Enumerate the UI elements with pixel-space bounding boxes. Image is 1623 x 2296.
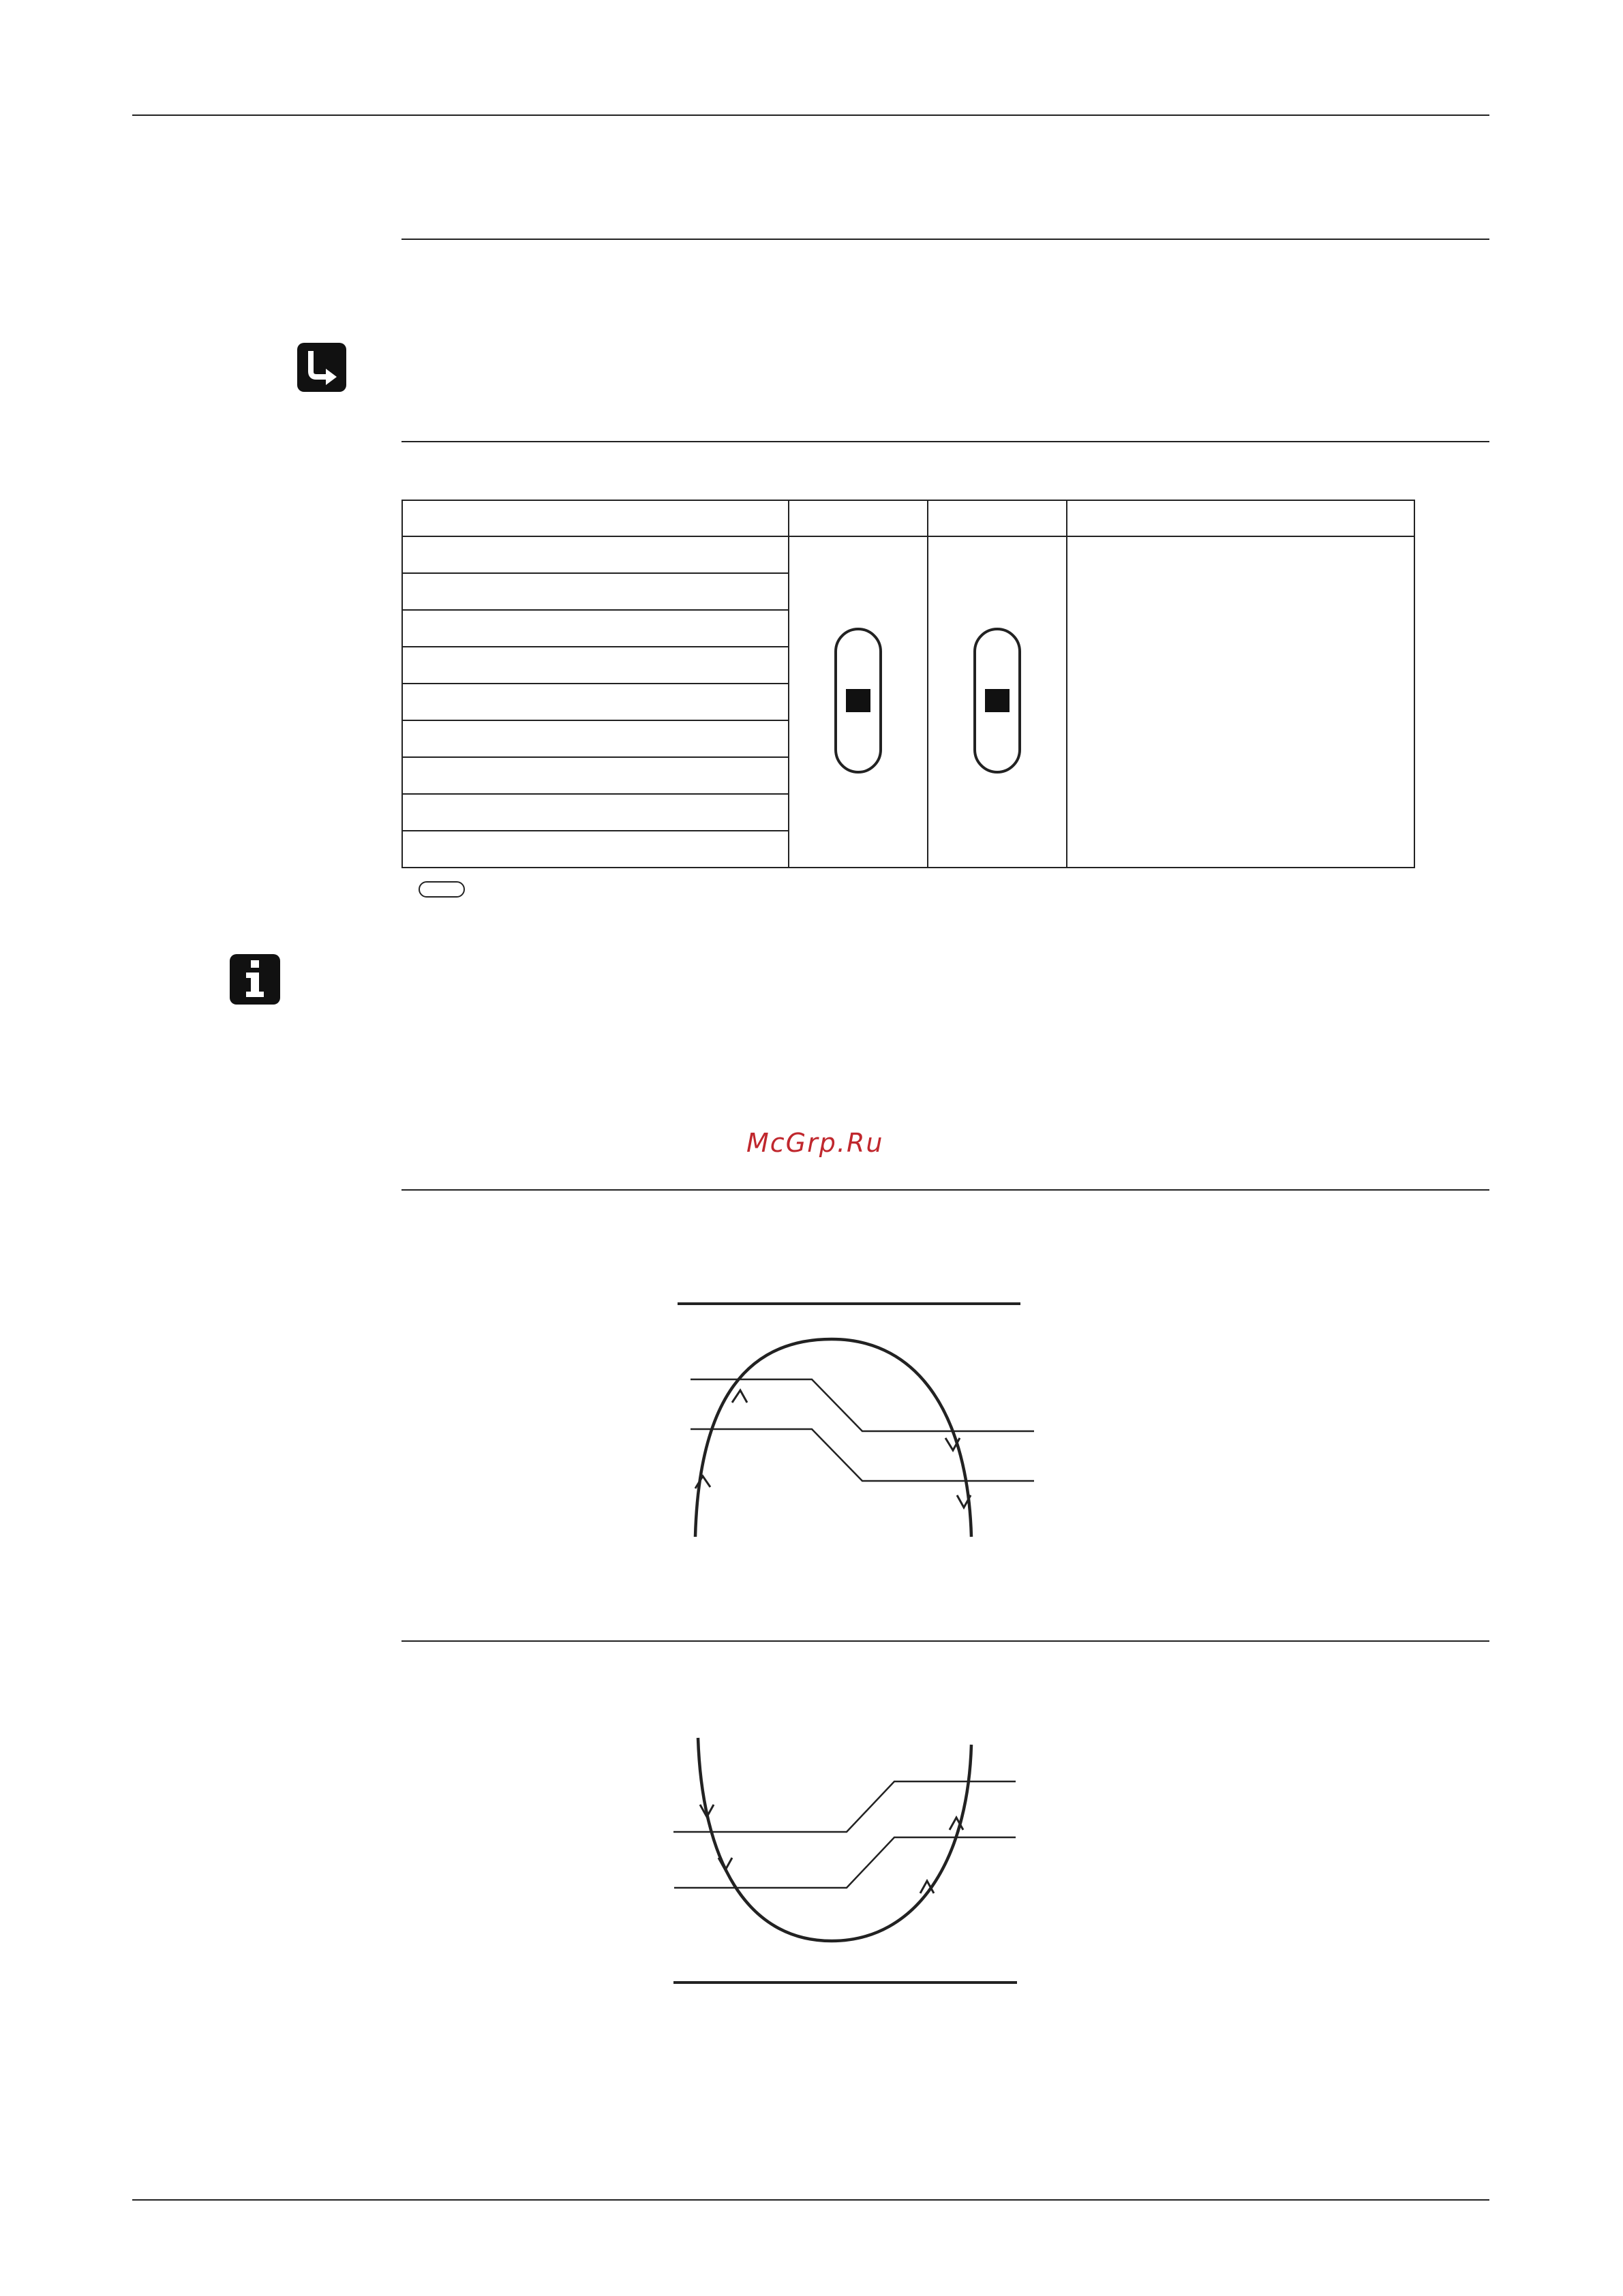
watermark: McGrp.Ru xyxy=(746,1128,884,1158)
diagram-line-lower xyxy=(674,1837,1016,1888)
direction-arrow-icon xyxy=(718,1858,732,1870)
cycle-curve-bowl xyxy=(698,1738,971,1941)
